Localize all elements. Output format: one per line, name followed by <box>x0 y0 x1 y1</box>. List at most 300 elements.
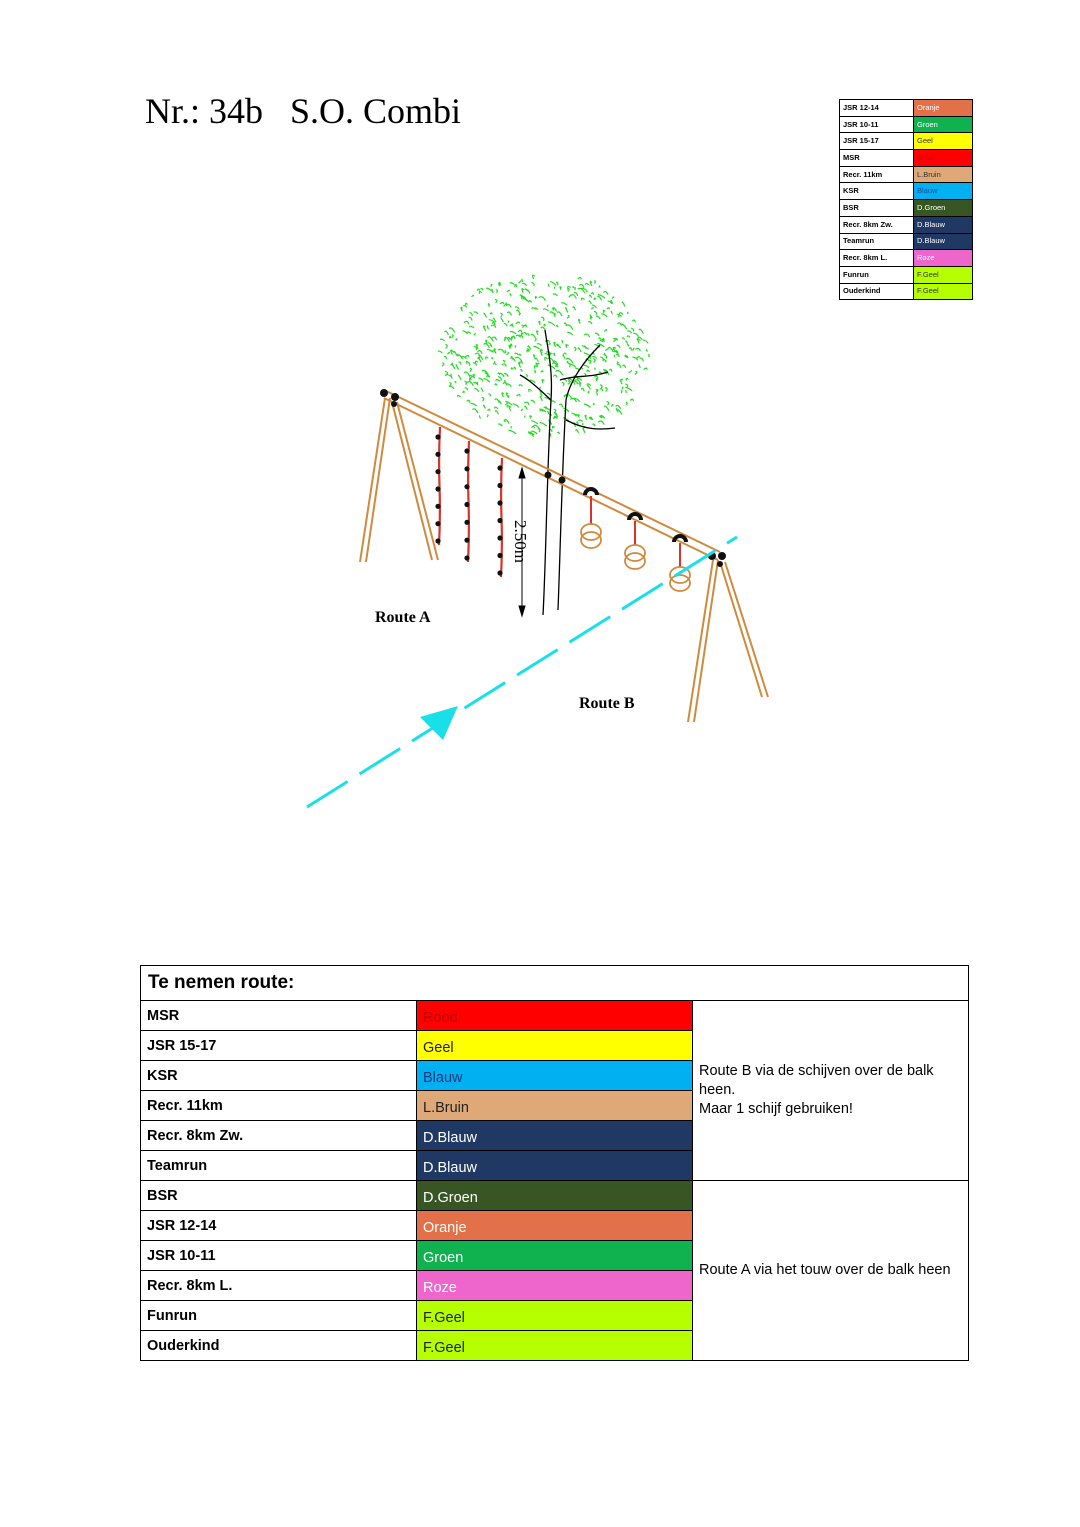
rope-knot <box>497 518 502 523</box>
leaf <box>626 341 628 344</box>
leaf <box>613 348 614 351</box>
leaf <box>629 348 632 351</box>
leaf <box>588 322 592 324</box>
leaf <box>556 366 557 368</box>
leaf <box>537 331 539 335</box>
legend-label: Recr. 11km <box>840 166 914 183</box>
leaf <box>507 312 511 315</box>
leaf <box>455 381 456 383</box>
leaf <box>529 301 532 303</box>
leaf <box>547 341 549 343</box>
leaf <box>503 383 507 386</box>
leaf <box>464 372 470 376</box>
leaf <box>596 316 600 319</box>
legend-label: Teamrun <box>840 233 914 250</box>
leaf <box>470 368 472 371</box>
leaf <box>596 389 597 391</box>
route-row <box>141 1001 969 1031</box>
leaf <box>549 343 551 345</box>
leaf <box>573 286 574 288</box>
leaf <box>567 362 568 364</box>
leaf <box>639 365 640 368</box>
leaf <box>547 393 550 395</box>
leaf <box>612 297 613 299</box>
leaf <box>510 283 515 285</box>
leaf <box>466 303 468 305</box>
leaf <box>522 325 524 328</box>
leaf <box>472 376 474 378</box>
route-row-color: Geel <box>417 1031 693 1061</box>
route-row-label: MSR <box>141 1001 417 1031</box>
leaf <box>631 328 634 331</box>
leaf <box>524 402 529 405</box>
leaf <box>605 388 607 392</box>
leaf <box>534 366 536 369</box>
leaf <box>581 388 584 391</box>
legend-color: Oranje <box>914 100 973 117</box>
leaf <box>496 290 498 293</box>
leaf <box>505 403 507 405</box>
leaf <box>584 346 586 349</box>
leaf <box>594 281 595 283</box>
rope-knot <box>497 570 502 575</box>
leaf <box>495 384 497 386</box>
leaf <box>557 312 562 316</box>
leaf <box>463 306 467 308</box>
route-description-line: Maar 1 schijf gebruiken! <box>699 1101 853 1117</box>
leaf <box>525 406 528 409</box>
leaf <box>510 294 511 297</box>
leaf <box>544 324 546 326</box>
leaf <box>474 388 478 392</box>
leaf <box>550 434 551 437</box>
leaf <box>461 307 463 311</box>
leaf <box>469 326 474 328</box>
legend-label: MSR <box>840 150 914 167</box>
leaf <box>545 358 548 361</box>
leaf <box>517 310 520 314</box>
leaf <box>577 422 578 424</box>
leaf <box>627 331 632 333</box>
leaf <box>527 334 529 336</box>
rope-knot <box>464 484 469 489</box>
leaf <box>582 298 585 300</box>
legend-label: JSR 12-14 <box>840 100 914 117</box>
leaf <box>496 380 500 382</box>
route-row-label: Recr. 8km L. <box>141 1271 417 1301</box>
leaf <box>541 352 542 355</box>
leaf <box>626 378 628 380</box>
leaf <box>563 379 567 381</box>
leaf <box>456 365 459 370</box>
leaf <box>471 403 477 405</box>
leaf <box>604 330 606 332</box>
leaf <box>454 352 457 355</box>
leaf <box>585 415 587 419</box>
leaf <box>576 430 579 433</box>
leaf <box>587 370 590 372</box>
leaf <box>548 358 555 363</box>
leaf <box>567 316 569 319</box>
height-label: 2.50m <box>511 520 530 563</box>
leaf <box>593 403 594 405</box>
rope-knot <box>435 434 440 439</box>
leaf <box>507 290 509 292</box>
leaf <box>550 282 556 286</box>
leaf <box>539 297 546 301</box>
leaf <box>530 416 532 419</box>
leaf <box>534 371 535 374</box>
leaf <box>529 389 532 392</box>
legend-label: Recr. 8km L. <box>840 250 914 267</box>
rope-knot <box>435 538 440 543</box>
leaf <box>626 391 627 393</box>
leaf <box>590 281 592 286</box>
leaf <box>628 312 629 314</box>
leaf <box>591 293 593 295</box>
leaf <box>580 284 585 287</box>
leaf <box>500 302 504 304</box>
route-row-label: JSR 12-14 <box>141 1211 417 1241</box>
leaf <box>625 387 632 391</box>
route-table <box>140 965 969 1361</box>
leaf <box>515 357 522 362</box>
leaf <box>503 361 505 363</box>
leaf <box>467 400 470 403</box>
leaf <box>494 407 498 409</box>
leaf <box>633 348 634 350</box>
route-row-color: Rood <box>417 1001 693 1031</box>
leaf <box>563 353 566 355</box>
leaf <box>473 409 478 413</box>
leaf <box>511 368 513 370</box>
leaf <box>440 339 445 341</box>
leaf <box>499 373 504 377</box>
leaf <box>593 359 595 363</box>
leaf <box>619 313 623 315</box>
leaf <box>515 353 518 355</box>
leaf <box>486 340 488 343</box>
leaf <box>556 282 558 285</box>
rope-knot <box>497 465 502 470</box>
leaf <box>541 327 545 330</box>
leaf <box>541 317 544 321</box>
leaf <box>646 350 647 352</box>
leaf <box>463 391 465 393</box>
leaf <box>448 352 450 354</box>
leaf <box>569 295 571 297</box>
leaf <box>533 275 535 279</box>
leaf <box>559 404 562 407</box>
leaf <box>478 289 480 291</box>
legend-label: BSR <box>840 200 914 217</box>
route-row-color: Blauw <box>417 1061 693 1091</box>
leaf <box>452 335 453 338</box>
leaf <box>495 399 500 403</box>
leaf <box>599 286 600 288</box>
leaf <box>556 325 558 327</box>
route-row-label: Recr. 8km Zw. <box>141 1121 417 1151</box>
legend-label: Funrun <box>840 266 914 283</box>
legend-color: Roze <box>914 250 973 267</box>
leaf <box>465 355 469 357</box>
leaf <box>589 301 591 304</box>
leaf <box>635 371 637 374</box>
leaf <box>495 300 497 303</box>
leaf <box>554 353 555 356</box>
leaf <box>586 283 589 285</box>
leaf <box>539 321 541 325</box>
leaf <box>625 384 627 387</box>
leaf <box>605 406 609 411</box>
disc-hook <box>585 489 597 495</box>
legend-label: JSR 10-11 <box>840 116 914 133</box>
leaf <box>444 356 447 359</box>
right-frame <box>688 560 768 722</box>
leaf <box>554 342 556 346</box>
leaf <box>522 283 526 286</box>
route-row-label: Funrun <box>141 1301 417 1331</box>
leaf <box>627 345 628 347</box>
leaf <box>449 328 455 333</box>
leaf <box>556 370 563 375</box>
leaf <box>554 409 556 413</box>
leaf <box>479 416 480 419</box>
route-row-color: D.Groen <box>417 1181 693 1211</box>
leaf <box>535 358 538 362</box>
leaf <box>469 317 472 320</box>
leaf <box>607 308 610 310</box>
leaf <box>594 298 596 300</box>
leaf <box>596 378 598 381</box>
leaf <box>584 365 589 368</box>
leaf <box>601 314 607 317</box>
leaf <box>508 430 516 434</box>
tree-foliage <box>438 275 649 437</box>
leaf <box>602 341 603 343</box>
leaf <box>519 281 521 283</box>
leaf <box>611 405 613 407</box>
left-frame <box>360 398 438 562</box>
leaf <box>542 380 544 383</box>
leaf <box>472 295 474 297</box>
leaf <box>509 406 511 410</box>
legend-color: D.Blauw <box>914 216 973 233</box>
leaf <box>502 364 506 367</box>
rope-knot <box>464 466 469 471</box>
leaf <box>458 395 461 397</box>
leaf <box>520 370 522 372</box>
rope <box>468 441 469 562</box>
leaf <box>627 336 630 338</box>
leaf <box>543 309 549 311</box>
leaf <box>566 325 573 330</box>
leaf <box>445 345 447 349</box>
legend-color: Geel <box>914 133 973 150</box>
route-direction-arrow-icon <box>420 706 458 740</box>
route-row-color: F.Geel <box>417 1331 693 1361</box>
route-row-label: Teamrun <box>141 1151 417 1181</box>
leaf <box>484 313 487 317</box>
leaf <box>469 378 471 381</box>
leaf <box>588 385 591 389</box>
page-title: Nr.: 34b S.O. Combi <box>145 91 462 131</box>
leaf <box>522 289 524 293</box>
route-row-color: Oranje <box>417 1211 693 1241</box>
leaf <box>561 341 562 343</box>
leaf <box>548 284 549 287</box>
leaf <box>486 288 491 291</box>
leaf <box>483 379 489 383</box>
leaf <box>588 391 589 393</box>
route-description <box>693 1181 969 1361</box>
leaf <box>620 380 622 384</box>
leaf <box>494 363 497 365</box>
leaf <box>603 291 608 294</box>
rope-knot <box>497 483 502 488</box>
route-a-label: Route A <box>375 609 431 626</box>
legend-label: Ouderkind <box>840 283 914 300</box>
rope-knot <box>435 504 440 509</box>
route-row-label: Recr. 11km <box>141 1091 417 1121</box>
route-row-color: D.Blauw <box>417 1151 693 1181</box>
leaf <box>504 339 506 341</box>
leaf <box>568 383 570 385</box>
leaf <box>565 323 567 325</box>
rope-knot <box>464 502 469 507</box>
leaf <box>552 401 556 403</box>
leaf <box>478 378 483 382</box>
leaf <box>526 375 528 378</box>
leaf <box>565 345 566 347</box>
leaf <box>488 304 489 307</box>
leaf <box>513 404 519 408</box>
leaf <box>574 347 576 351</box>
leaf <box>571 295 576 299</box>
leaf <box>578 384 580 387</box>
leaf <box>498 349 505 353</box>
leaf <box>579 320 581 324</box>
leaf <box>568 363 570 367</box>
leaf <box>464 321 469 324</box>
leaf <box>487 376 491 378</box>
leaf <box>594 311 597 314</box>
leaf <box>516 322 520 324</box>
leaf <box>535 340 536 342</box>
leaf <box>617 345 620 347</box>
leaf <box>640 358 644 362</box>
leaf <box>438 351 442 353</box>
leaf <box>484 326 486 331</box>
leaf <box>547 305 548 307</box>
leaf <box>591 308 593 310</box>
leaf <box>611 311 612 314</box>
leaf <box>515 307 519 309</box>
leaf <box>629 371 632 373</box>
leaf <box>481 388 483 392</box>
leaf <box>636 356 639 358</box>
leaf <box>621 324 627 329</box>
leaf <box>598 296 602 300</box>
leaf <box>598 421 604 425</box>
ropes <box>435 427 502 577</box>
leaf <box>504 324 507 327</box>
leaf <box>519 385 522 387</box>
leaf <box>540 422 547 426</box>
leaf <box>501 318 503 323</box>
route-b-label: Route B <box>579 695 635 712</box>
leaf <box>491 284 492 286</box>
leaf <box>603 310 605 313</box>
leaf <box>621 391 622 393</box>
leaf <box>595 333 599 336</box>
leaf <box>626 402 627 405</box>
beam <box>384 390 720 560</box>
leaf <box>553 294 558 296</box>
leaf <box>632 320 635 322</box>
leaf <box>554 314 556 317</box>
leaf <box>531 283 534 287</box>
rope-knot <box>435 469 440 474</box>
leaf <box>487 349 494 352</box>
leaf <box>484 344 490 348</box>
route-row-color: Groen <box>417 1241 693 1271</box>
rope-knot <box>435 486 440 491</box>
leaf <box>487 415 488 417</box>
leaf <box>573 307 576 310</box>
leaf <box>603 359 606 361</box>
leaf <box>608 347 613 351</box>
leaf <box>474 346 477 350</box>
rope-knot <box>464 448 469 453</box>
legend-label: Recr. 8km Zw. <box>840 216 914 233</box>
leaf <box>584 334 590 337</box>
leaf <box>531 334 536 339</box>
rope-knot <box>497 500 502 505</box>
leaf <box>467 382 474 386</box>
leaf <box>524 333 527 336</box>
leaf <box>569 380 571 382</box>
legend-color: F.Geel <box>914 266 973 283</box>
leaf <box>519 363 521 367</box>
leaf <box>498 424 502 426</box>
leaf <box>486 357 489 360</box>
leaf <box>521 409 522 411</box>
leaf <box>558 432 560 434</box>
leaf <box>597 394 598 396</box>
leaf <box>568 288 570 291</box>
leaf <box>492 357 493 359</box>
leaf <box>450 336 451 338</box>
leaf <box>622 387 623 389</box>
leaf <box>463 331 468 335</box>
leaf <box>492 289 493 293</box>
leaf <box>456 339 457 341</box>
leaf <box>489 320 495 323</box>
leaf <box>490 345 492 347</box>
leaf <box>500 313 502 316</box>
leaf <box>517 395 521 397</box>
leaf <box>468 363 470 366</box>
leaf <box>537 344 541 346</box>
route-row-label: KSR <box>141 1061 417 1091</box>
route-row-color: Roze <box>417 1271 693 1301</box>
leaf <box>479 357 480 359</box>
leaf <box>605 349 608 351</box>
leaf <box>504 351 505 354</box>
rope-knot <box>435 452 440 457</box>
leaf <box>592 424 595 426</box>
